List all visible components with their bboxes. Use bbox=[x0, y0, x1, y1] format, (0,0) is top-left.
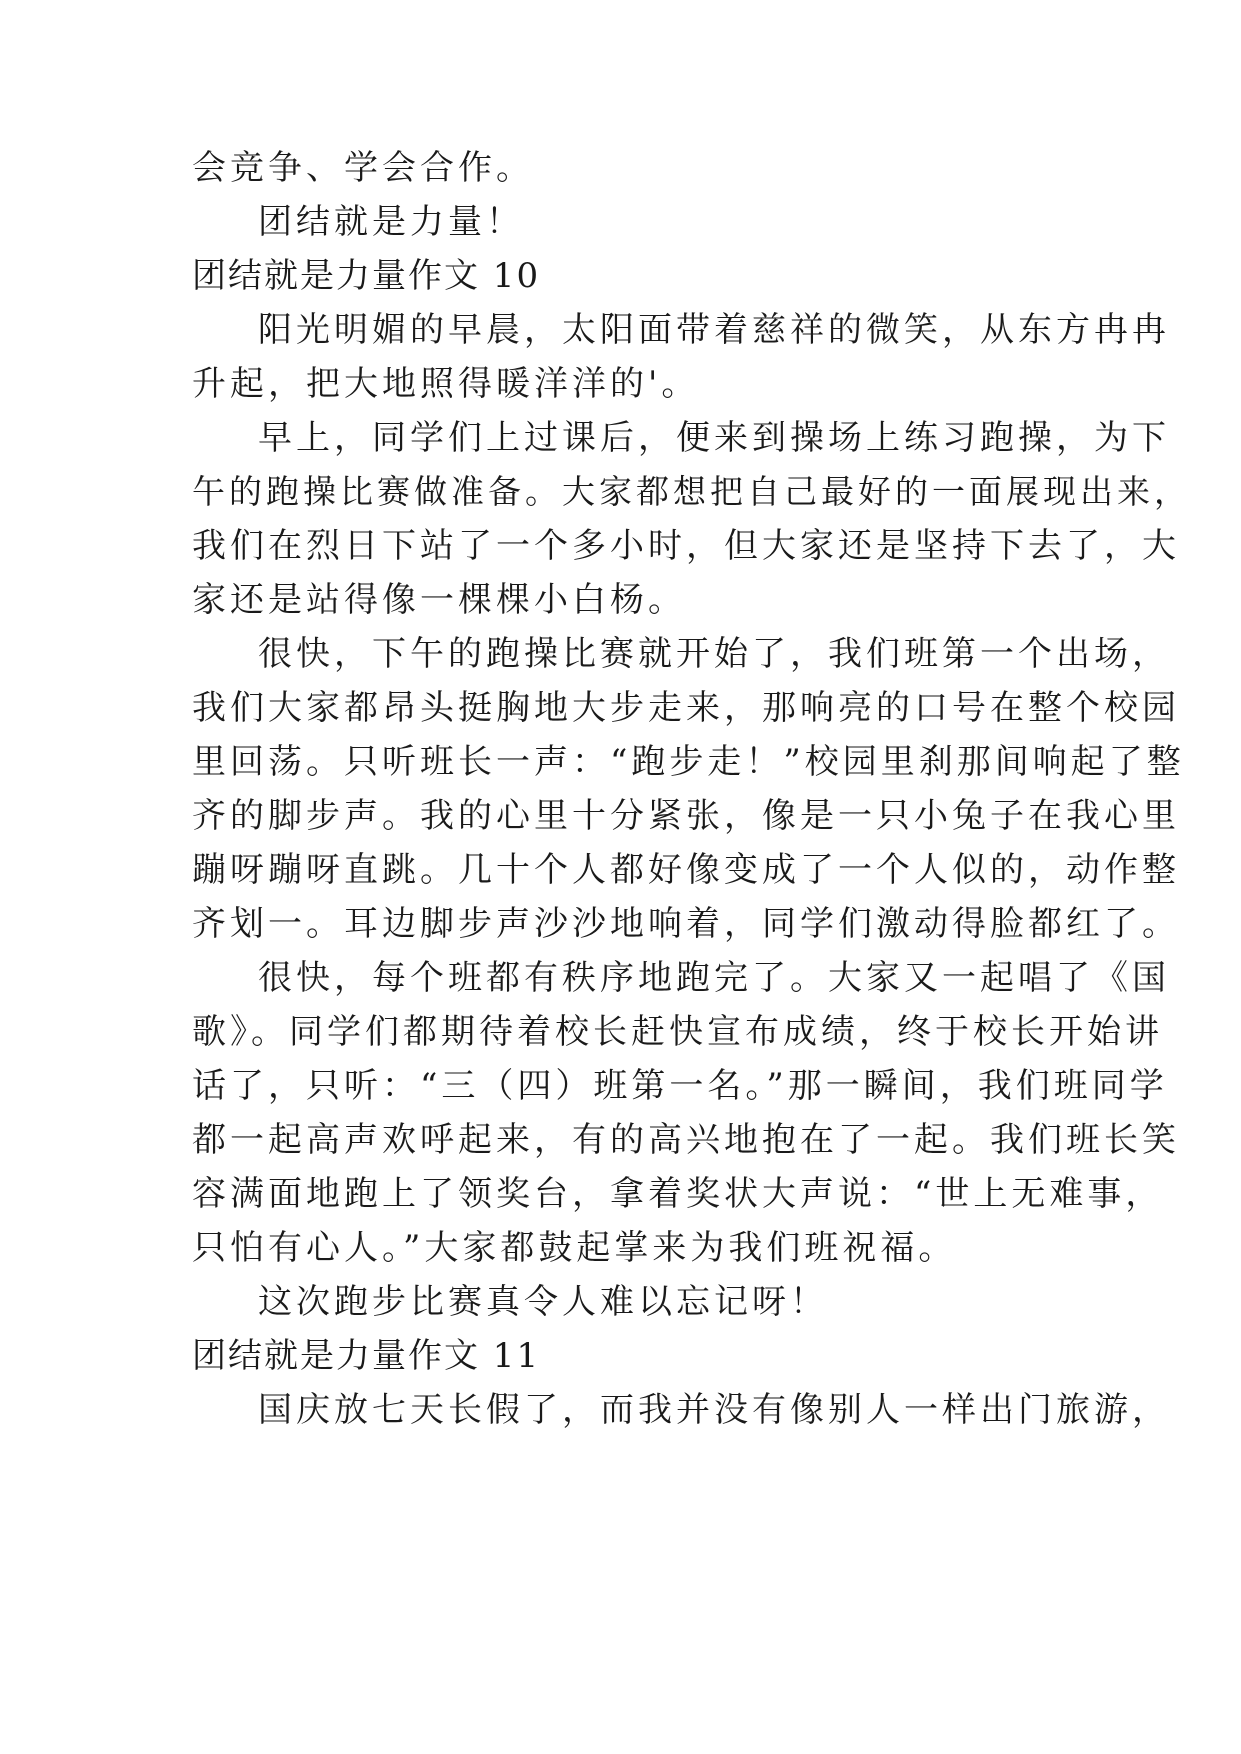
paragraph-line: 我们在烈日下站了一个多小时，但大家还是坚持下去了，大 bbox=[192, 526, 1180, 566]
section-heading: 团结就是力量作文 10 bbox=[192, 256, 541, 296]
paragraph-line: 国庆放七天长假了，而我并没有像别人一样出门旅游， bbox=[258, 1390, 1170, 1430]
paragraph-line: 里回荡。只听班长一声：“跑步走！”校园里刹那间响起了整 bbox=[192, 742, 1185, 782]
paragraph-line: 容满面地跑上了领奖台，拿着奖状大声说：“世上无难事， bbox=[192, 1174, 1164, 1214]
paragraph-line: 家还是站得像一棵棵小白杨。 bbox=[192, 580, 686, 620]
paragraph-line: 会竞争、学会合作。 bbox=[192, 148, 534, 188]
paragraph-line: 我们大家都昂头挺胸地大步走来，那响亮的口号在整个校园 bbox=[192, 688, 1180, 728]
paragraph-line: 歌》。同学们都期待着校长赶快宣布成绩，终于校长开始讲 bbox=[192, 1012, 1163, 1052]
paragraph-line: 这次跑步比赛真令人难以忘记呀！ bbox=[258, 1282, 828, 1322]
paragraph-line: 蹦呀蹦呀直跳。几十个人都好像变成了一个人似的，动作整 bbox=[192, 850, 1180, 890]
paragraph-line: 齐划一。耳边脚步声沙沙地响着，同学们激动得脸都红了。 bbox=[192, 904, 1180, 944]
paragraph-line: 只怕有心人。”大家都鼓起掌来为我们班祝福。 bbox=[192, 1228, 957, 1268]
paragraph-line: 阳光明媚的早晨，太阳面带着慈祥的微笑，从东方冉冉 bbox=[258, 310, 1170, 350]
section-heading: 团结就是力量作文 11 bbox=[192, 1336, 541, 1376]
paragraph-line: 很快，下午的跑操比赛就开始了，我们班第一个出场， bbox=[258, 634, 1170, 674]
paragraph-line: 齐的脚步声。我的心里十分紧张，像是一只小兔子在我心里 bbox=[192, 796, 1180, 836]
paragraph-line: 早上，同学们上过课后，便来到操场上练习跑操，为下 bbox=[258, 418, 1170, 458]
paragraph-line: 都一起高声欢呼起来，有的高兴地抱在了一起。我们班长笑 bbox=[192, 1120, 1180, 1160]
paragraph-line: 升起，把大地照得暖洋洋的'。 bbox=[192, 364, 700, 404]
paragraph-line: 午的跑操比赛做准备。大家都想把自己最好的一面展现出来， bbox=[192, 472, 1191, 511]
paragraph-line: 很快，每个班都有秩序地跑完了。大家又一起唱了《国 bbox=[258, 958, 1170, 998]
paragraph-line: 团结就是力量！ bbox=[258, 202, 524, 242]
paragraph-line: 话了，只听：“三（四）班第一名。”那一瞬间，我们班同学 bbox=[192, 1066, 1168, 1106]
